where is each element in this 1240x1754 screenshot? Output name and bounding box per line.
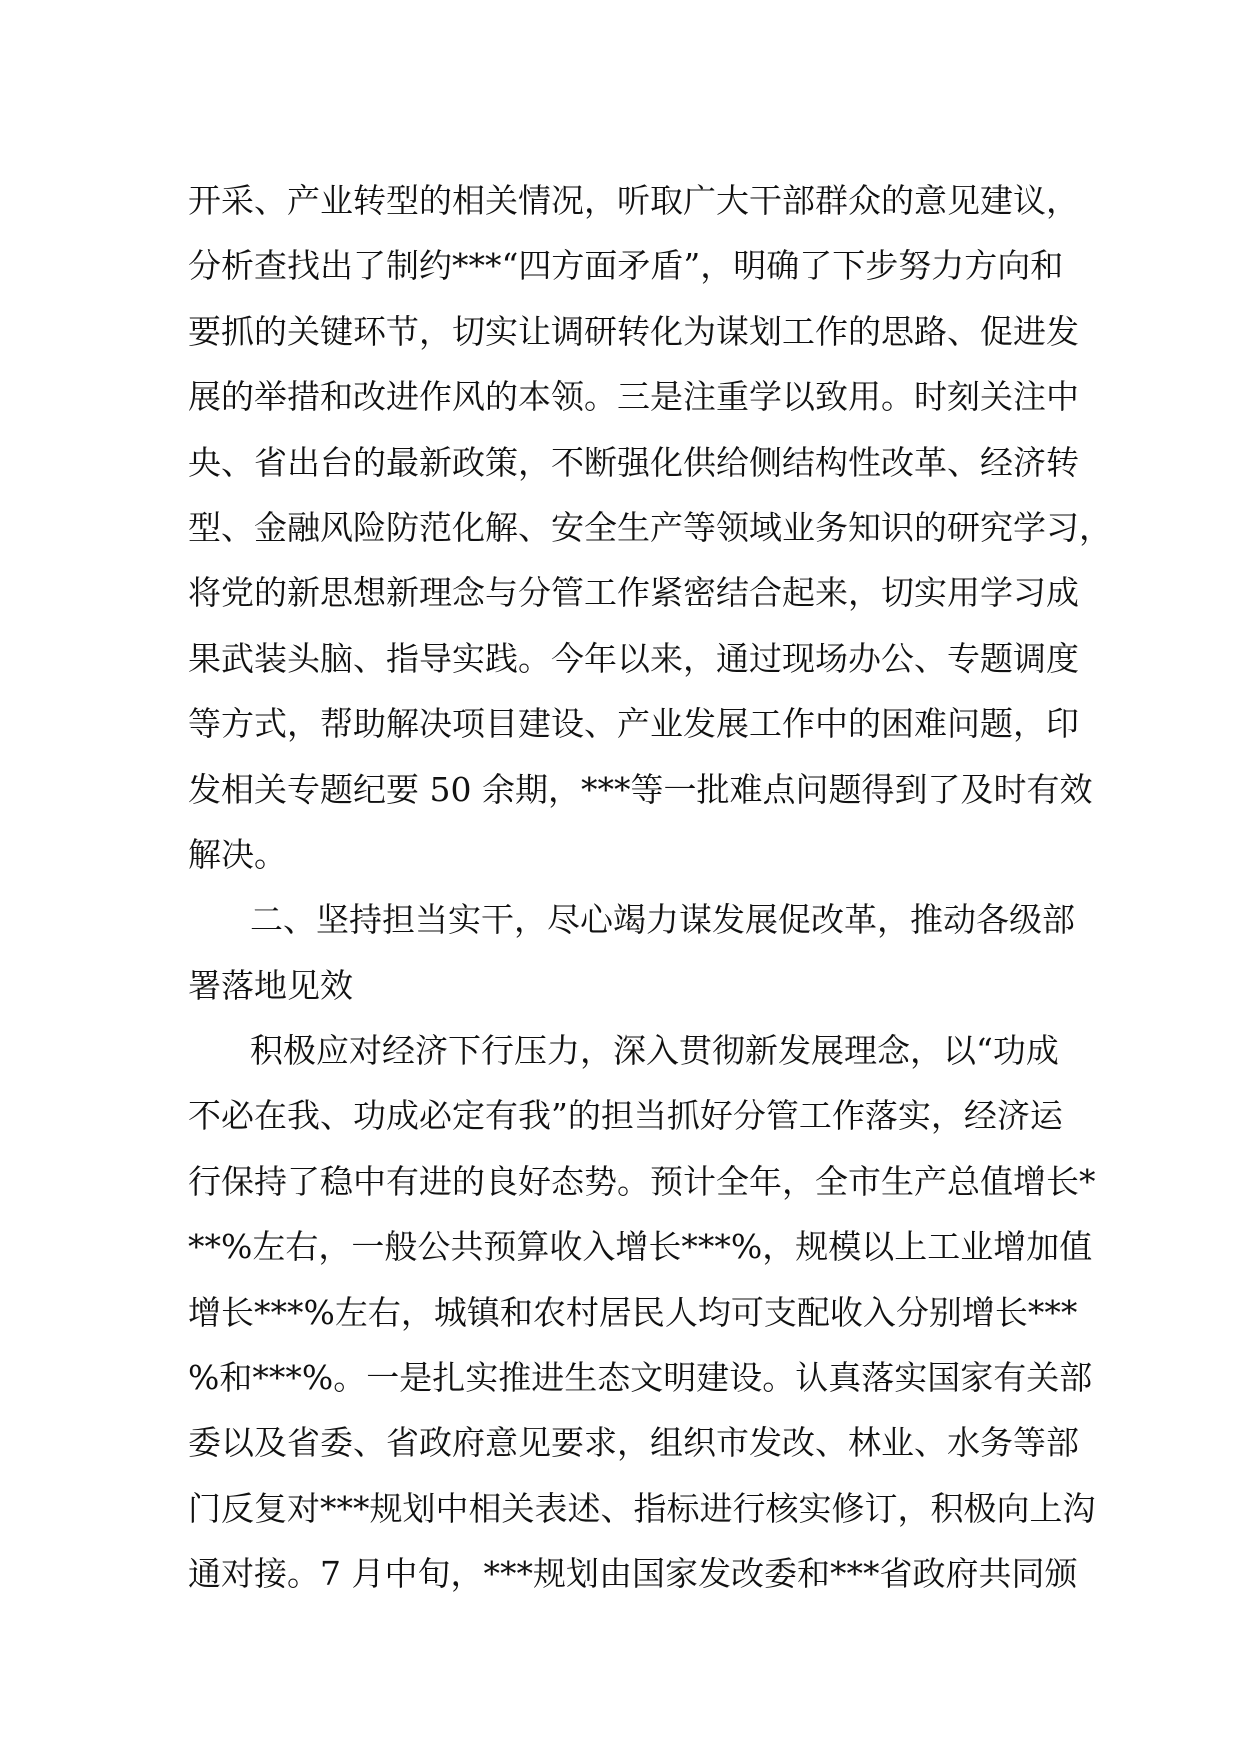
text-line: 展的举措和改进作风的本领。三是注重学以致用。时刻关注中 xyxy=(188,377,1079,417)
text-line: 通对接。7 月中旬，***规划由国家发改委和***省政府共同颁 xyxy=(188,1554,1078,1594)
section-heading-line: 署落地见效 xyxy=(188,965,353,1005)
text-line: 增长***%左右，城镇和农村居民人均可支配收入分别增长*** xyxy=(188,1292,1078,1332)
text-line: 果武装头脑、指导实践。今年以来，通过现场办公、专题调度 xyxy=(188,638,1079,678)
text-line: **%左右，一般公共预算收入增长***%，规模以上工业增加值 xyxy=(188,1227,1093,1267)
text-line: 解决。 xyxy=(188,834,287,874)
paragraph-start-line: 积极应对经济下行压力，深入贯彻新发展理念，以“功成 xyxy=(250,1031,1059,1071)
body-text xyxy=(188,168,1112,1607)
text-line: 发相关专题纪要 50 余期，***等一批难点问题得到了及时有效 xyxy=(188,769,1093,809)
section-heading-line: 二、坚持担当实干，尽心竭力谋发展促改革，推动各级部 xyxy=(250,900,1075,940)
text-line: 不必在我、功成必定有我”的担当抓好分管工作落实，经济运 xyxy=(188,1096,1063,1136)
text-line: 开采、产业转型的相关情况，听取广大干部群众的意见建议， xyxy=(188,181,1079,220)
text-line: 央、省出台的最新政策，不断强化供给侧结构性改革、经济转 xyxy=(188,442,1079,482)
text-line: 委以及省委、省政府意见要求，组织市发改、林业、水务等部 xyxy=(188,1423,1079,1463)
text-line: 分析查找出了制约***“四方面矛盾”，明确了下步努力方向和 xyxy=(188,246,1064,286)
text-line: %和***%。一是扎实推进生态文明建设。认真落实国家有关部 xyxy=(188,1358,1093,1398)
text-line: 要抓的关键环节，切实让调研转化为谋划工作的思路、促进发 xyxy=(188,311,1079,351)
text-line: 等方式，帮助解决项目建设、产业发展工作中的困难问题，印 xyxy=(188,704,1079,744)
text-line: 门反复对***规划中相关表述、指标进行核实修订，积极向上沟 xyxy=(188,1488,1096,1528)
text-line: 型、金融风险防范化解、安全生产等领域业务知识的研究学习， xyxy=(188,507,1112,547)
text-line: 行保持了稳中有进的良好态势。预计全年，全市生产总值增长* xyxy=(188,1161,1096,1201)
text-line: 将党的新思想新理念与分管工作紧密结合起来，切实用学习成 xyxy=(188,573,1079,613)
